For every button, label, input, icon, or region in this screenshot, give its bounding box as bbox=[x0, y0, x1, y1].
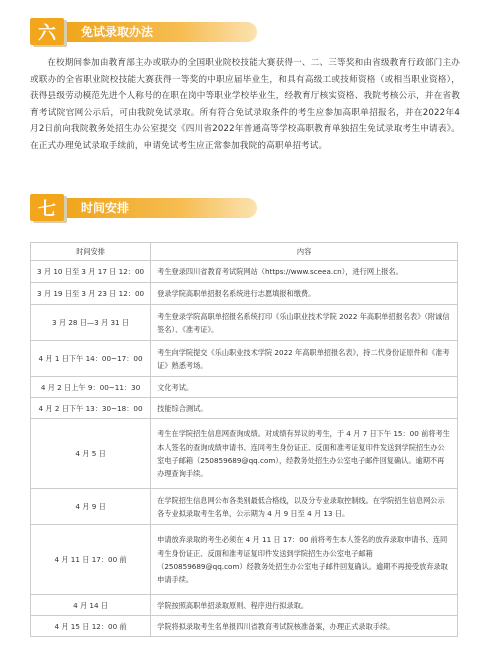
row-time: 4 月 11 日 17：00 前 bbox=[31, 525, 151, 595]
row-time: 4 月 15 日 12：00 前 bbox=[31, 616, 151, 637]
table-row bbox=[31, 419, 458, 489]
table-row bbox=[31, 283, 458, 305]
section-seven-title-bar bbox=[67, 198, 257, 218]
table-row bbox=[31, 489, 458, 525]
row-time: 4 月 14 日 bbox=[31, 595, 151, 616]
row-time: 3 月 28 日—3 月 31 日 bbox=[31, 305, 151, 341]
section-seven-header bbox=[30, 194, 257, 221]
row-content: 考生登录学院高职单招报名系统打印《乐山职业技术学院 2022 年高职单招报名表》（附诚信签名）、《准考证》。 bbox=[151, 305, 458, 341]
table-row bbox=[31, 398, 458, 419]
row-content: 文化考试。 bbox=[151, 377, 458, 398]
row-content: 技能综合测试。 bbox=[151, 398, 458, 419]
table-row bbox=[31, 341, 458, 377]
row-time: 4 月 2 日下午 13：30~18：00 bbox=[31, 398, 151, 419]
header-time: 时间安排 bbox=[31, 243, 151, 261]
row-time: 3 月 10 日至 3 月 17 日 12：00 bbox=[31, 261, 151, 283]
section-six-title: 免试录取办法 bbox=[81, 25, 154, 39]
table-row bbox=[31, 305, 458, 341]
row-content: 考生在学院招生信息网查询成绩。对成绩有异议的考生，于 4 月 7 日下午 15：00 前将考生本人签名的查询成绩申请书、连同考生身份证正、反面和准考证复印件发送到学院招生办公室电子邮箱（250859689@qq.com），经教务处招生办公室电子邮件回复确认。逾期不再办理查询手续。 bbox=[151, 419, 458, 489]
row-content: 学院将拟录取考生名单报四川省教育考试院核准备案，办理正式录取手续。 bbox=[151, 616, 458, 637]
exemption-paragraph: 在校期间参加由教育部主办或联办的全国职业院校技能大赛获得一、二、三等奖和由省级教育行政部门主办或联办的全省职业院校技能大赛获得一等奖的中职应届毕业生，和具有高级工或技师资格（或相当职业资格），获得县级劳动模范先进个人称号的在职在岗中等职业学校毕业生，经教育厅核实资格、我院考核公示，并在省教育考试院官网公示后，可由我院免试录取。所有符合免试录取条件的考生应参加高职单招报名，并在2022年4月2日前向我院教务处招生办公室提交《四川省2022年普通高等学校高职教育单独招生免试录取考生申请表》。在正式办理免试录取手续前，申请免试考生应正常参加我院的高职单招考试。 bbox=[30, 58, 460, 151]
section-six-number: 六 bbox=[30, 18, 64, 45]
section-seven-title: 时间安排 bbox=[81, 201, 130, 215]
row-time: 3 月 19 日至 3 月 23 日 12：00 bbox=[31, 283, 151, 305]
section-six-title-bar bbox=[67, 22, 257, 42]
table-header-row bbox=[31, 243, 458, 261]
table-row bbox=[31, 616, 458, 637]
table-row bbox=[31, 377, 458, 398]
row-time: 4 月 2 日上午 9：00~11：30 bbox=[31, 377, 151, 398]
row-time: 4 月 5 日 bbox=[31, 419, 151, 489]
row-content: 学院按照高职单招录取原则、程序进行拟录取。 bbox=[151, 595, 458, 616]
row-content: 考生向学院提交《乐山职业技术学院 2022 年高职单招报名表》，持二代身份证原件和《准考证》熟悉考场。 bbox=[151, 341, 458, 377]
header-content: 内容 bbox=[151, 243, 458, 261]
row-time: 4 月 1 日下午 14：00~17：00 bbox=[31, 341, 151, 377]
schedule-table bbox=[30, 242, 458, 637]
table-row bbox=[31, 261, 458, 283]
row-content: 申请放弃录取的考生必须在 4 月 11 日 17：00 前将考生本人签名的放弃录取申请书、连同考生身份证正、反面和准考证复印件发送到学院招生办公室电子邮箱（250859689@qq.com）经教务处招生办公室电子邮件回复确认。逾期不再接受放弃录取申请手续。 bbox=[151, 525, 458, 595]
table-row bbox=[31, 595, 458, 616]
section-seven-number: 七 bbox=[30, 194, 64, 221]
row-content: 考生登录四川省教育考试院网站（https://www.sceea.cn），进行网上报名。 bbox=[151, 261, 458, 283]
table-row bbox=[31, 525, 458, 595]
row-content: 在学院招生信息网公布各类别最低合格线，以及分专业录取控制线。在学院招生信息网公示各专业拟录取考生名单，公示期为 4 月 9 日至 4 月 13 日。 bbox=[151, 489, 458, 525]
section-six-header bbox=[30, 18, 257, 45]
row-time: 4 月 9 日 bbox=[31, 489, 151, 525]
row-content: 登录学院高职单招报名系统进行志愿填报和缴费。 bbox=[151, 283, 458, 305]
